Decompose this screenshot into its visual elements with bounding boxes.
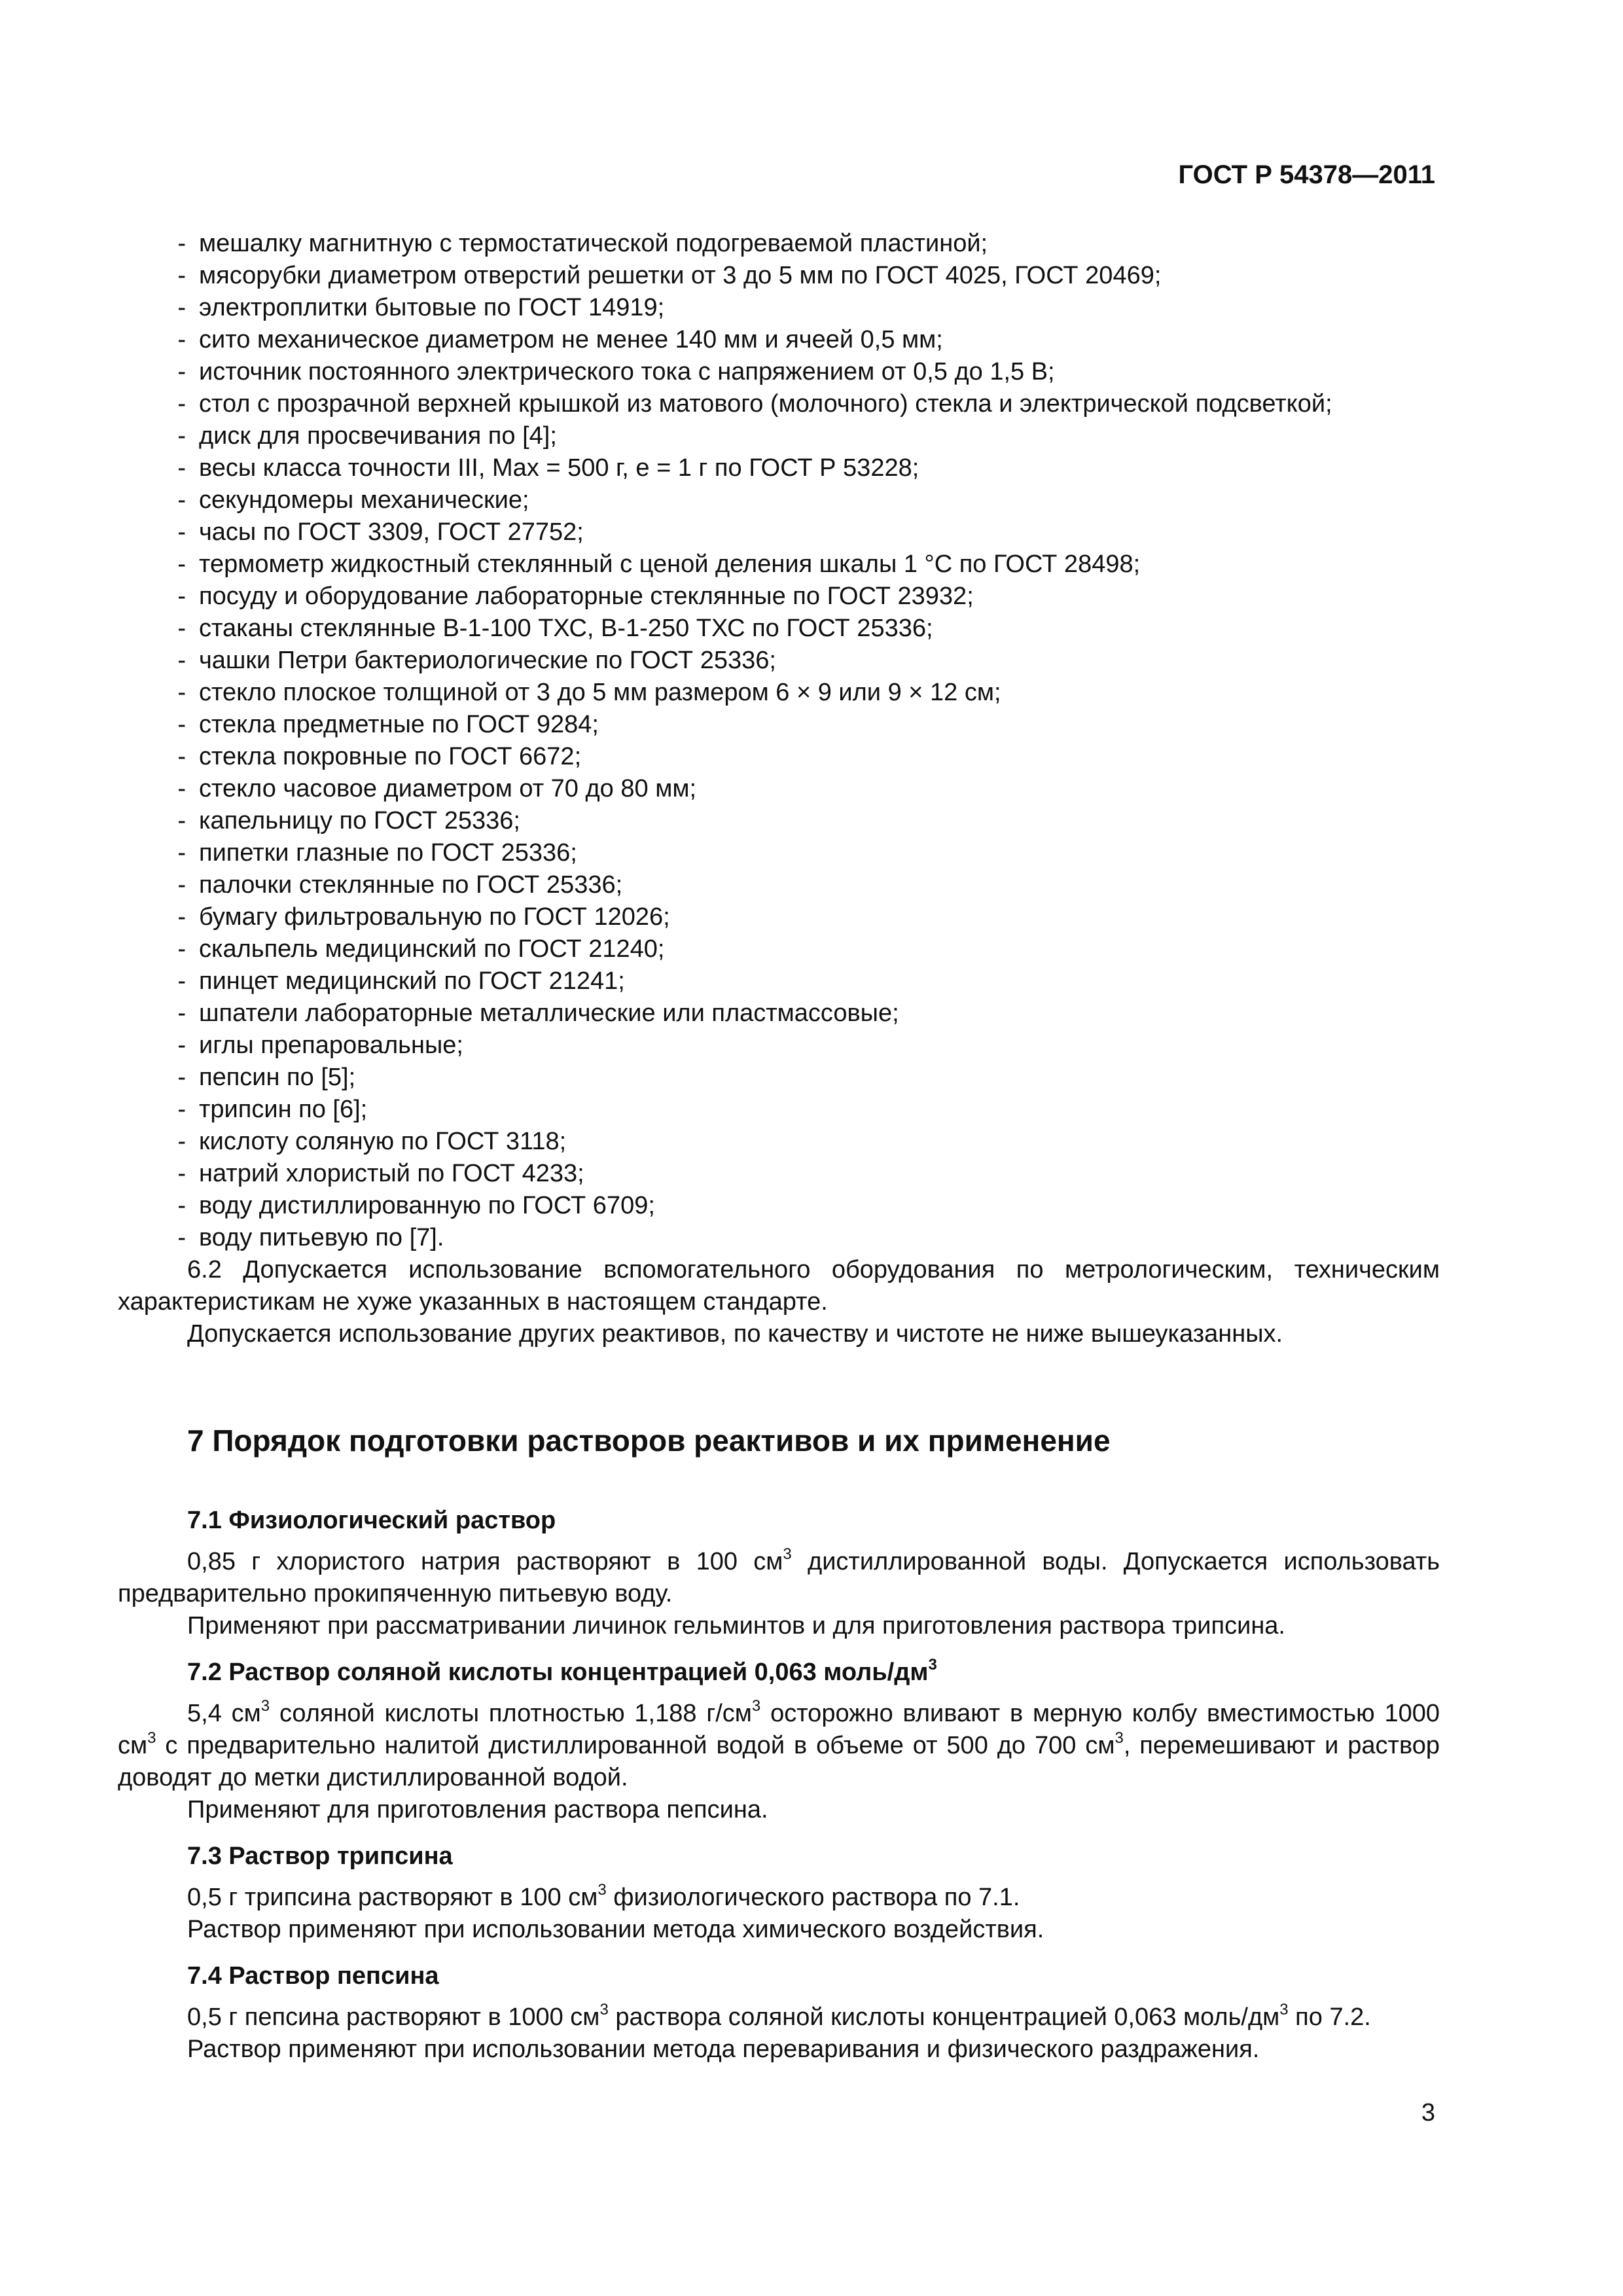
superscript: 3: [928, 1656, 937, 1674]
superscript: 3: [1279, 2001, 1289, 2019]
list-item: [118, 1222, 1440, 1254]
list-item-text: стекла предметные по ГОСТ 9284;: [199, 711, 599, 738]
list-item: [118, 516, 1440, 548]
list-item: [118, 645, 1440, 677]
list-item-text: капельницу по ГОСТ 25336;: [199, 807, 520, 834]
page-content: [118, 228, 1440, 2066]
list-item: [118, 1062, 1440, 1094]
list-item: [118, 677, 1440, 709]
list-item: [118, 1094, 1440, 1126]
list-item: [118, 1158, 1440, 1190]
list-item-text: термометр жидкостный стеклянный с ценой деления шкалы 1 °С по ГОСТ 28498;: [199, 550, 1141, 578]
subsection-7-4-heading: 7.4 Раствор пепсина: [187, 1962, 439, 1990]
list-item: [118, 965, 1440, 997]
superscript: 3: [751, 1697, 761, 1715]
subsection-7-2-paragraph: 5,4 $см^3$ соляной кислоты плотностью 1,188 $г/см^3$ осторожно вливают в мерную колбу вместимостью 1000 $см^3$ с предварительно налитой дистиллированной водой в объеме от 500 до 700 $см^3$, перемешивают и раствор доводят до метки дистиллированной водой.: [118, 1697, 1440, 1791]
list-item-text: сито механическое диаметром не менее 140 мм и ячеей 0,5 мм;: [199, 326, 943, 353]
list-item-text: электроплитки бытовые по ГОСТ 14919;: [199, 294, 665, 321]
superscript: 3: [783, 1545, 792, 1564]
list-item-text: мешалку магнитную с термостатической подогреваемой пластиной;: [199, 230, 988, 257]
subsection-7-1-usage: Применяют при рассматривании личинок гельминтов и для приготовления раствора трипсина.: [187, 1612, 1285, 1640]
list-item-text: стекло плоское толщиной от 3 до 5 мм размером 6 × 9 или 9 × 12 см;: [199, 679, 1001, 706]
superscript: 3: [147, 1729, 156, 1748]
page-number: 3: [1421, 2099, 1435, 2126]
list-item: [118, 837, 1440, 869]
document-code-header: ГОСТ Р 54378—2011: [1178, 160, 1435, 189]
list-item: [118, 260, 1440, 292]
list-item-text: бумагу фильтровальную по ГОСТ 12026;: [199, 903, 670, 931]
list-item-text: натрий хлористый по ГОСТ 4233;: [199, 1160, 584, 1187]
list-item: [118, 452, 1440, 484]
list-item-text: шпатели лабораторные металлические или пластмассовые;: [199, 999, 899, 1027]
list-item-text: воду дистиллированную по ГОСТ 6709;: [199, 1192, 655, 1219]
subsection-7-3-usage: Раствор применяют при использовании метода химического воздействия.: [187, 1916, 1044, 1943]
list-item-text: мясорубки диаметром отверстий решетки от 3 до 5 мм по ГОСТ 4025, ГОСТ 20469;: [199, 262, 1162, 289]
subsection-7-2-heading: 7.2 Раствор соляной кислоты концентрацией 0,063 моль/$дм^3$: [187, 1656, 937, 1686]
subsection-7-1-paragraph: 0,85 г хлористого натрия растворяют в 100 $см^3$ дистиллированной воды. Допускается использовать предварительно прокипяченную питьевую воду.: [118, 1545, 1440, 1607]
list-item-text: кислоту соляную по ГОСТ 3118;: [199, 1128, 567, 1155]
list-item: [118, 484, 1440, 516]
list-item: [118, 869, 1440, 901]
list-item: [118, 709, 1440, 741]
list-item-text: воду питьевую по [7].: [199, 1224, 444, 1251]
subsection-7-4-usage: Раствор применяют при использовании метода переваривания и физического раздражения.: [187, 2036, 1260, 2063]
list-item-text: посуду и оборудование лабораторные стеклянные по ГОСТ 23932;: [199, 583, 974, 610]
list-item-text: стаканы стеклянные В-1-100 ТХС, В-1-250 ТХС по ГОСТ 25336;: [199, 615, 933, 642]
list-item: [118, 388, 1440, 420]
list-item-text: иглы препаровальные;: [199, 1031, 463, 1059]
superscript: 3: [1115, 1729, 1124, 1748]
list-item: [118, 420, 1440, 452]
list-item: [118, 741, 1440, 773]
list-item: [118, 1126, 1440, 1158]
list-item-text: чашки Петри бактериологические по ГОСТ 25336;: [199, 647, 776, 674]
list-item: [118, 356, 1440, 388]
list-item: [118, 613, 1440, 645]
list-item-text: пинцет медицинский по ГОСТ 21241;: [199, 967, 625, 995]
list-item-text: часы по ГОСТ 3309, ГОСТ 27752;: [199, 518, 584, 546]
list-item-text: трипсин по [6];: [199, 1096, 368, 1123]
subsection-7-2-usage: Применяют для приготовления раствора пепсина.: [187, 1796, 768, 1823]
superscript: 3: [597, 1881, 607, 1899]
subsection-7-1-heading: 7.1 Физиологический раствор: [187, 1507, 556, 1534]
clause-6-2-paragraph: 6.2 Допускается использование вспомогательного оборудования по метрологическим, техническим характеристикам не хуже указанных в настоящем стандарте.: [118, 1256, 1440, 1316]
list-item: [118, 228, 1440, 260]
list-item: [118, 581, 1440, 613]
list-item-text: секундомеры механические;: [199, 486, 529, 514]
section-7-heading: 7 Порядок подготовки растворов реактивов и их применение: [187, 1424, 1111, 1458]
list-item: [118, 548, 1440, 581]
list-item: [118, 901, 1440, 933]
list-item: [118, 292, 1440, 324]
equipment-list: [118, 228, 1440, 1254]
list-item-text: палочки стеклянные по ГОСТ 25336;: [199, 871, 623, 899]
list-item: [118, 324, 1440, 356]
list-item: [118, 933, 1440, 965]
superscript: 3: [260, 1697, 270, 1715]
subsection-7-3-paragraph: 0,5 г трипсина растворяют в 100 $см^3$ физиологического раствора по 7.1.: [187, 1881, 1020, 1911]
list-item-text: пипетки глазные по ГОСТ 25336;: [199, 839, 577, 867]
list-item: [118, 1190, 1440, 1222]
list-item: [118, 997, 1440, 1030]
list-item: [118, 1030, 1440, 1062]
list-item-text: скальпель медицинский по ГОСТ 21240;: [199, 935, 665, 963]
list-item-text: диск для просвечивания по [4];: [199, 422, 557, 450]
subsection-7-3-heading: 7.3 Раствор трипсина: [187, 1842, 453, 1870]
clause-6-2-reagents-paragraph: Допускается использование других реактивов, по качеству и чистоте не ниже вышеуказанных.: [187, 1320, 1283, 1348]
list-item-text: стол с прозрачной верхней крышкой из матового (молочного) стекла и электрической подсветкой;: [199, 390, 1332, 418]
superscript: 3: [599, 2001, 609, 2019]
list-item-text: источник постоянного электрического тока с напряжением от 0,5 до 1,5 В;: [199, 358, 1055, 386]
list-item: [118, 805, 1440, 837]
subsection-7-4-paragraph: 0,5 г пепсина растворяют в 1000 $см^3$ раствора соляной кислоты концентрацией 0,063 моль/$дм^3$ по 7.2.: [187, 2001, 1371, 2031]
list-item: [118, 773, 1440, 805]
list-item-text: стекла покровные по ГОСТ 6672;: [199, 743, 582, 770]
list-item-text: стекло часовое диаметром от 70 до 80 мм;: [199, 775, 696, 802]
list-item-text: весы класса точности III, Max = 500 г, e = 1 г по ГОСТ Р 53228;: [199, 454, 919, 482]
list-item-text: пепсин по [5];: [199, 1064, 356, 1091]
